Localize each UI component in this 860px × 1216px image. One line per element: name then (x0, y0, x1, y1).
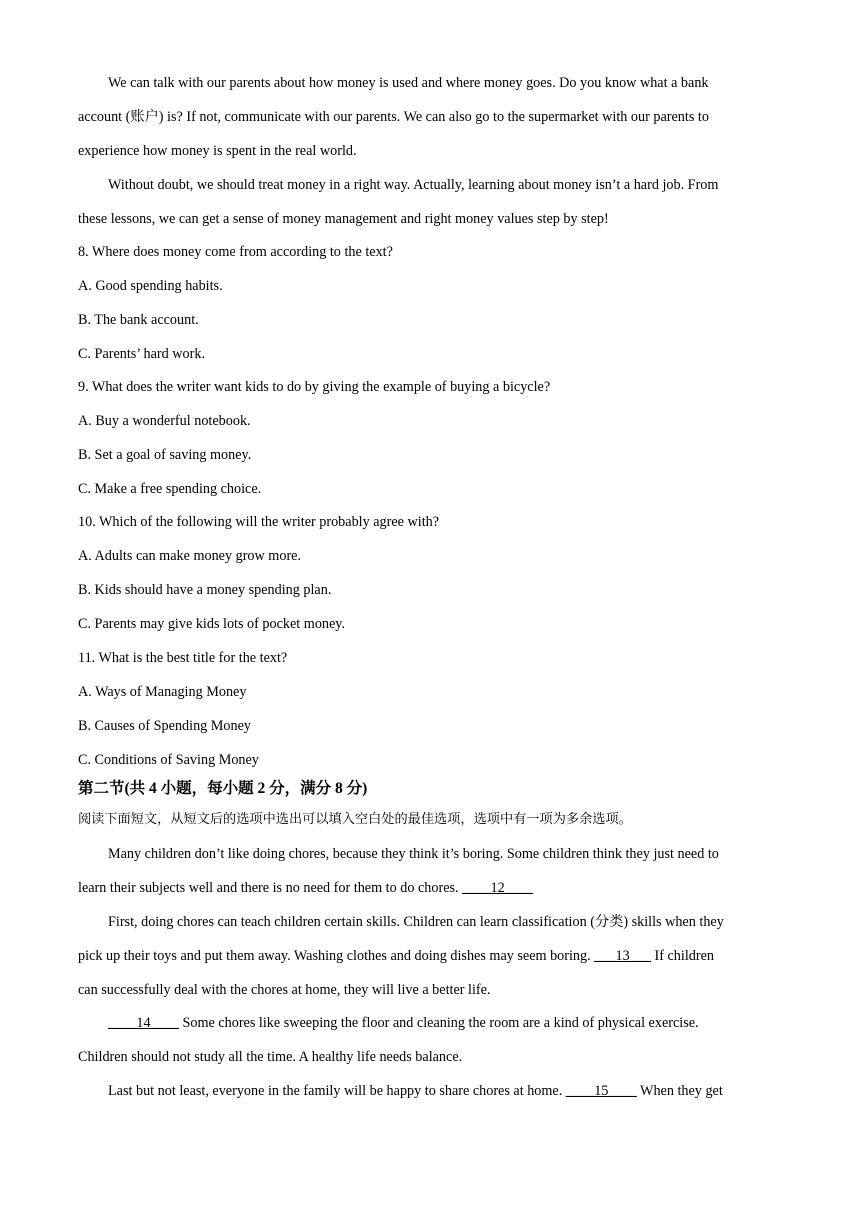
passage-text: learn their subjects well and there is no need for them to do chores. (78, 880, 459, 896)
question-stem: 11. What is the best title for the text? (78, 650, 288, 666)
blank-12: ____12____ (462, 880, 534, 896)
question-option: A. Ways of Managing Money (78, 684, 247, 700)
question-option: B. Set a goal of saving money. (78, 447, 252, 463)
passage-line: can successfully deal with the chores at home, they will live a better life. (78, 982, 491, 998)
question-stem: 9. What does the writer want kids to do by giving the example of buying a bicycle? (78, 379, 551, 395)
passage-line (108, 1081, 782, 1101)
question-option: B. Kids should have a money spending plan. (78, 582, 332, 598)
question-option: A. Buy a wonderful notebook. (78, 413, 251, 429)
blank-15: ____15____ (565, 1083, 637, 1099)
question-option: C. Make a free spending choice. (78, 481, 262, 497)
passage-line: Without doubt, we should treat money in a right way. Actually, learning about money isn’t a hard job. From (108, 177, 719, 193)
passage-line (78, 878, 782, 898)
passage-line: account (账户) is? If not, communicate with our parents. We can also go to the supermarket with our parents to (78, 109, 709, 125)
question-stem: 10. Which of the following will the writer probably agree with? (78, 514, 440, 530)
question-option: C. Conditions of Saving Money (78, 752, 259, 768)
question-option: C. Parents’ hard work. (78, 346, 206, 362)
passage-text: Some chores like sweeping the floor and cleaning the room are a kind of physical exercise. (182, 1015, 699, 1031)
question-option: A. Adults can make money grow more. (78, 548, 302, 564)
passage-line: Many children don’t like doing chores, because they think it’s boring. Some children think they just need to (108, 846, 719, 862)
passage-line (78, 946, 782, 966)
passage-text: When they get (640, 1083, 723, 1099)
section-heading: 第二节(共 4 小题，每小题 2 分，满分 8 分) (78, 780, 368, 797)
passage-line: We can talk with our parents about how money is used and where money goes. Do you know what a bank (108, 75, 709, 91)
passage-text: Last but not least, everyone in the family will be happy to share chores at home. (108, 1083, 563, 1099)
blank-13: ___13___ (594, 948, 651, 964)
question-option: C. Parents may give kids lots of pocket money. (78, 616, 346, 632)
passage-line: these lessons, we can get a sense of money management and right money values step by step! (78, 211, 609, 227)
question-option: B. The bank account. (78, 312, 199, 328)
passage-line: First, doing chores can teach children certain skills. Children can learn classification (分类) skills when they (108, 914, 724, 930)
question-option: B. Causes of Spending Money (78, 718, 252, 734)
question-stem: 8. Where does money come from according to the text? (78, 244, 393, 260)
section-instruction: 阅读下面短文，从短文后的选项中选出可以填入空白处的最佳选项，选项中有一项为多余选项。 (78, 812, 632, 827)
question-option: A. Good spending habits. (78, 278, 223, 294)
passage-line (108, 1013, 782, 1033)
blank-14: ____14____ (108, 1015, 179, 1031)
passage-text: pick up their toys and put them away. Washing clothes and doing dishes may seem boring. (78, 948, 591, 964)
passage-text: If children (654, 948, 714, 964)
passage-line: experience how money is spent in the real world. (78, 143, 357, 159)
passage-line: Children should not study all the time. A healthy life needs balance. (78, 1049, 463, 1065)
